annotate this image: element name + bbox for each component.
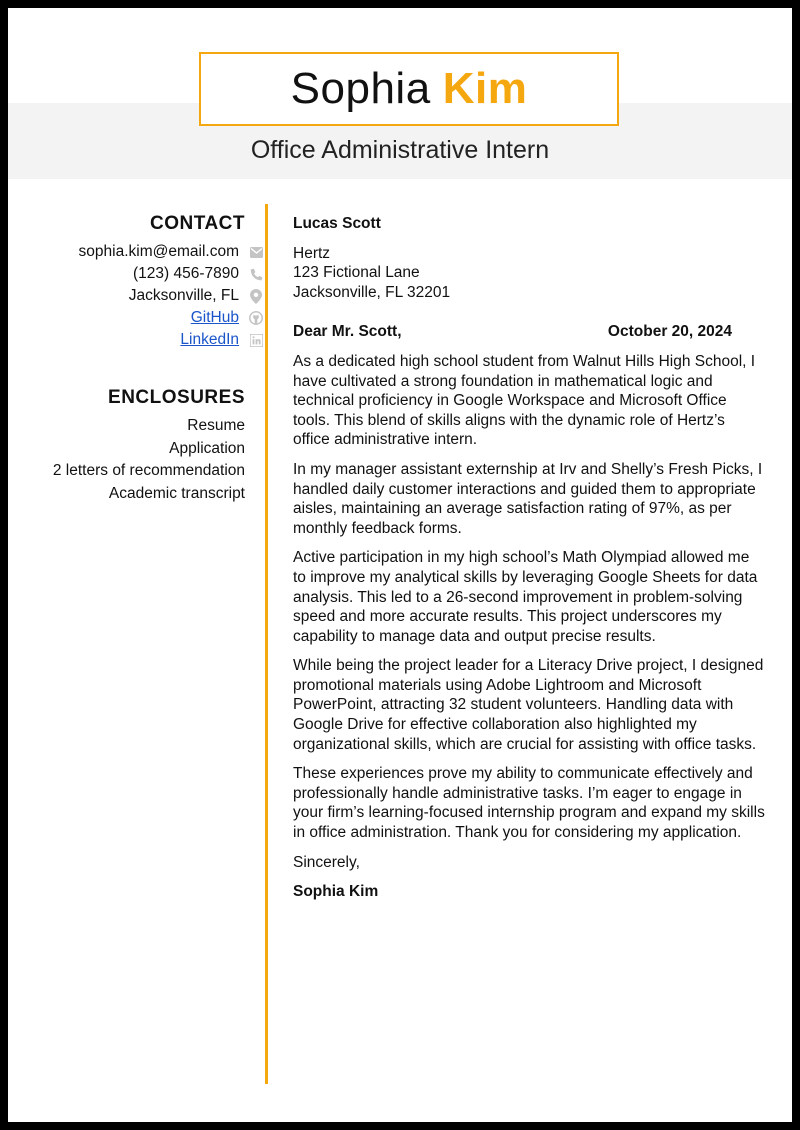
- enclosure-item: Application: [169, 439, 245, 457]
- body-paragraph: As a dedicated high school student from Walnut Hills High School, I have cultivated a strong foundation in mathematical logic and technical proficiency in Google Workspace and Microsoft Office tools. This blend of skills aligns with the dynamic role of Hertz’s office administrative intern.: [293, 352, 756, 449]
- first-name: Sophia: [290, 64, 431, 113]
- contact-linkedin[interactable]: [28, 329, 263, 351]
- contact-github[interactable]: [28, 307, 263, 329]
- enclosure-item: Resume: [187, 417, 245, 434]
- recipient-city: Jacksonville, FL 32201: [293, 283, 451, 301]
- signature: Sophia Kim: [293, 883, 379, 901]
- greeting: Dear Mr. Scott,: [293, 323, 402, 341]
- last-name: Kim: [442, 64, 528, 113]
- sidebar: [28, 213, 245, 505]
- github-link[interactable]: GitHub: [190, 309, 239, 326]
- linkedin-link[interactable]: LinkedIn: [180, 331, 239, 348]
- contact-location: [28, 285, 263, 307]
- enclosures-heading: ENCLOSURES: [108, 387, 245, 408]
- github-icon: [249, 311, 263, 325]
- contact-phone-text: (123) 456-7890: [133, 265, 239, 282]
- vertical-divider: [265, 204, 268, 1084]
- body-paragraph: While being the project leader for a Literacy Drive project, I designed promotional materials using Adobe Lightroom and Microsoft PowerPoint, attracting 32 student volunteers. Handling data with Google Drive for effective collaboration also highlighted my organizational skills, which are crucial for assisting with office tasks.: [293, 657, 764, 753]
- greeting-row: [293, 322, 765, 342]
- name-box: [199, 52, 619, 126]
- contact-location-text: Jacksonville, FL: [128, 287, 239, 304]
- contact-phone: [28, 263, 263, 285]
- body-paragraph: Active participation in my high school’s Math Olympiad allowed me to improve my analytical skills by leveraging Google Sheets for data analysis. This led to a 26-second improvement in problem-solving speed and more accurate results. This project underscores my capability to manage data and output precise results.: [293, 549, 758, 645]
- closing: Sincerely,: [293, 853, 360, 871]
- envelope-icon: [249, 245, 263, 259]
- recipient-company: Hertz: [293, 244, 331, 262]
- contact-email: [28, 241, 263, 263]
- body-paragraph: In my manager assistant externship at Irv and Shelly’s Fresh Picks, I handled daily customer interactions and guided them to appropriate aisles, maintaining an average satisfaction rating of 97%, as per monthly feedback forms.: [293, 460, 763, 537]
- recipient-street: 123 Fictional Lane: [293, 264, 420, 282]
- phone-icon: [249, 267, 263, 281]
- letter-body: [293, 214, 765, 902]
- enclosure-item: Academic transcript: [108, 484, 245, 502]
- linkedin-icon: [249, 333, 263, 347]
- letter-date: October 20, 2024: [607, 323, 732, 341]
- body-paragraph: These experiences prove my ability to communicate effectively and professionally handle administrative tasks. I’m eager to engage in your firm’s learning-focused internship program and expand my skills in office administration. Thank you for considering my application.: [293, 765, 765, 842]
- contact-email-text: sophia.kim@email.com: [78, 243, 239, 260]
- contact-heading: CONTACT: [150, 213, 245, 234]
- recipient-name: Lucas Scott: [293, 215, 381, 232]
- job-title: Office Administrative Intern: [250, 136, 550, 164]
- enclosure-item: 2 letters of recommendation: [52, 462, 245, 479]
- location-pin-icon: [249, 289, 263, 303]
